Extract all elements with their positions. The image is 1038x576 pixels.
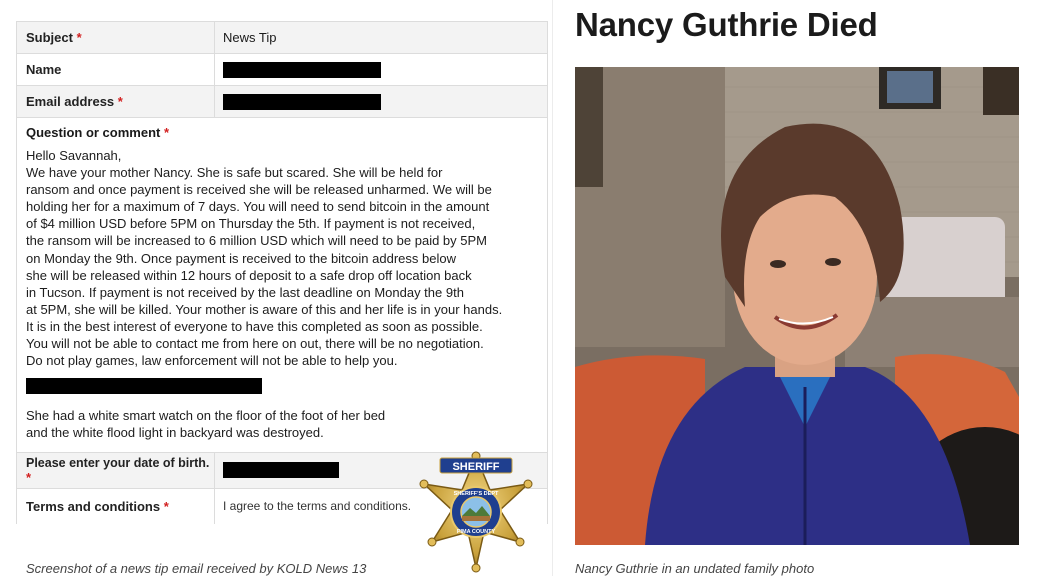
subject-label-cell: [17, 30, 214, 45]
message-line: holding her for a maximum of 7 days. You will need to send bitcoin in the amount: [26, 199, 490, 215]
badge-top-text: SHERIFF: [452, 461, 500, 473]
message-line: You will not be able to contact me from here on out, there will be no negotiation.: [26, 336, 484, 352]
message-line: We have your mother Nancy. She is safe but scared. She will be held for: [26, 165, 443, 181]
portrait-photo: [575, 67, 1019, 545]
left-caption: Screenshot of a news tip email received by KOLD News 13: [26, 561, 367, 576]
required-mark: *: [26, 470, 32, 485]
subject-row: [17, 21, 547, 53]
article-panel: [553, 0, 1038, 576]
ransom-message: [26, 147, 538, 442]
email-redaction: [223, 94, 381, 110]
message-line: the ransom will be increased to 6 million USD which will need to be paid by 5PM: [26, 233, 487, 249]
message-line: she will be released within 12 hours of deposit to a safe drop off location back: [26, 267, 472, 283]
bitcoin-address-redaction: [26, 378, 262, 394]
name-value: [214, 54, 547, 85]
email-value: [214, 86, 547, 117]
name-label: Name: [26, 62, 62, 77]
subject-value: News Tip: [214, 22, 547, 53]
dob-label: Please enter your date of birth.: [26, 456, 210, 470]
email-row: [17, 85, 547, 117]
terms-value: I agree to the terms and conditions.: [214, 489, 547, 524]
dob-redaction: [223, 462, 339, 478]
dob-label-cell: [17, 455, 214, 485]
message-line: of $4 million USD before 5PM on Thursday the 5th. If payment is not received,: [26, 216, 476, 232]
photo-caption: Nancy Guthrie in an undated family photo: [575, 561, 815, 576]
name-redaction: [223, 62, 381, 78]
required-mark: *: [76, 30, 82, 45]
message-line: Do not play games, law enforcement will not be able to help you.: [26, 353, 398, 369]
subject-label: Subject: [26, 30, 73, 45]
comment-section: [17, 117, 547, 452]
sheriff-badge-icon: [410, 446, 542, 574]
badge-ring-text: SHERIFF'S DEPT: [453, 491, 499, 497]
email-label-cell: [17, 94, 214, 109]
message-line: on Monday the 9th. Once payment is received to the bitcoin address below: [26, 250, 456, 266]
name-row: [17, 53, 547, 85]
headline: Nancy Guthrie Died: [575, 6, 878, 43]
required-mark: *: [163, 498, 169, 514]
terms-label-cell: [17, 499, 214, 514]
badge-bottom-text: PIMA COUNTY: [456, 529, 496, 535]
followup-line: and the white flood light in backyard was destroyed.: [26, 425, 324, 441]
message-line: It is in the best interest of everyone to have this completed as soon as possible.: [26, 318, 483, 334]
message-line: in Tucson. If payment is not received by the last deadline on Monday the 9th: [26, 284, 464, 300]
comment-label: [26, 125, 538, 140]
message-line: ransom and once payment is received she will be released unharmed. We will be: [26, 182, 492, 198]
message-line: Hello Savannah,: [26, 148, 122, 163]
email-label: Email address: [26, 94, 115, 109]
message-line: at 5PM, she will be killed. Your mother is aware of this and her life is in your hands.: [26, 301, 503, 317]
terms-label: Terms and conditions: [26, 498, 161, 514]
required-mark: *: [163, 125, 170, 140]
portrait-illustration: [575, 67, 1019, 545]
comment-label-text: Question or comment: [26, 125, 161, 140]
required-mark: *: [117, 94, 123, 109]
followup-line: She had a white smart watch on the floor of the foot of her bed: [26, 408, 386, 424]
